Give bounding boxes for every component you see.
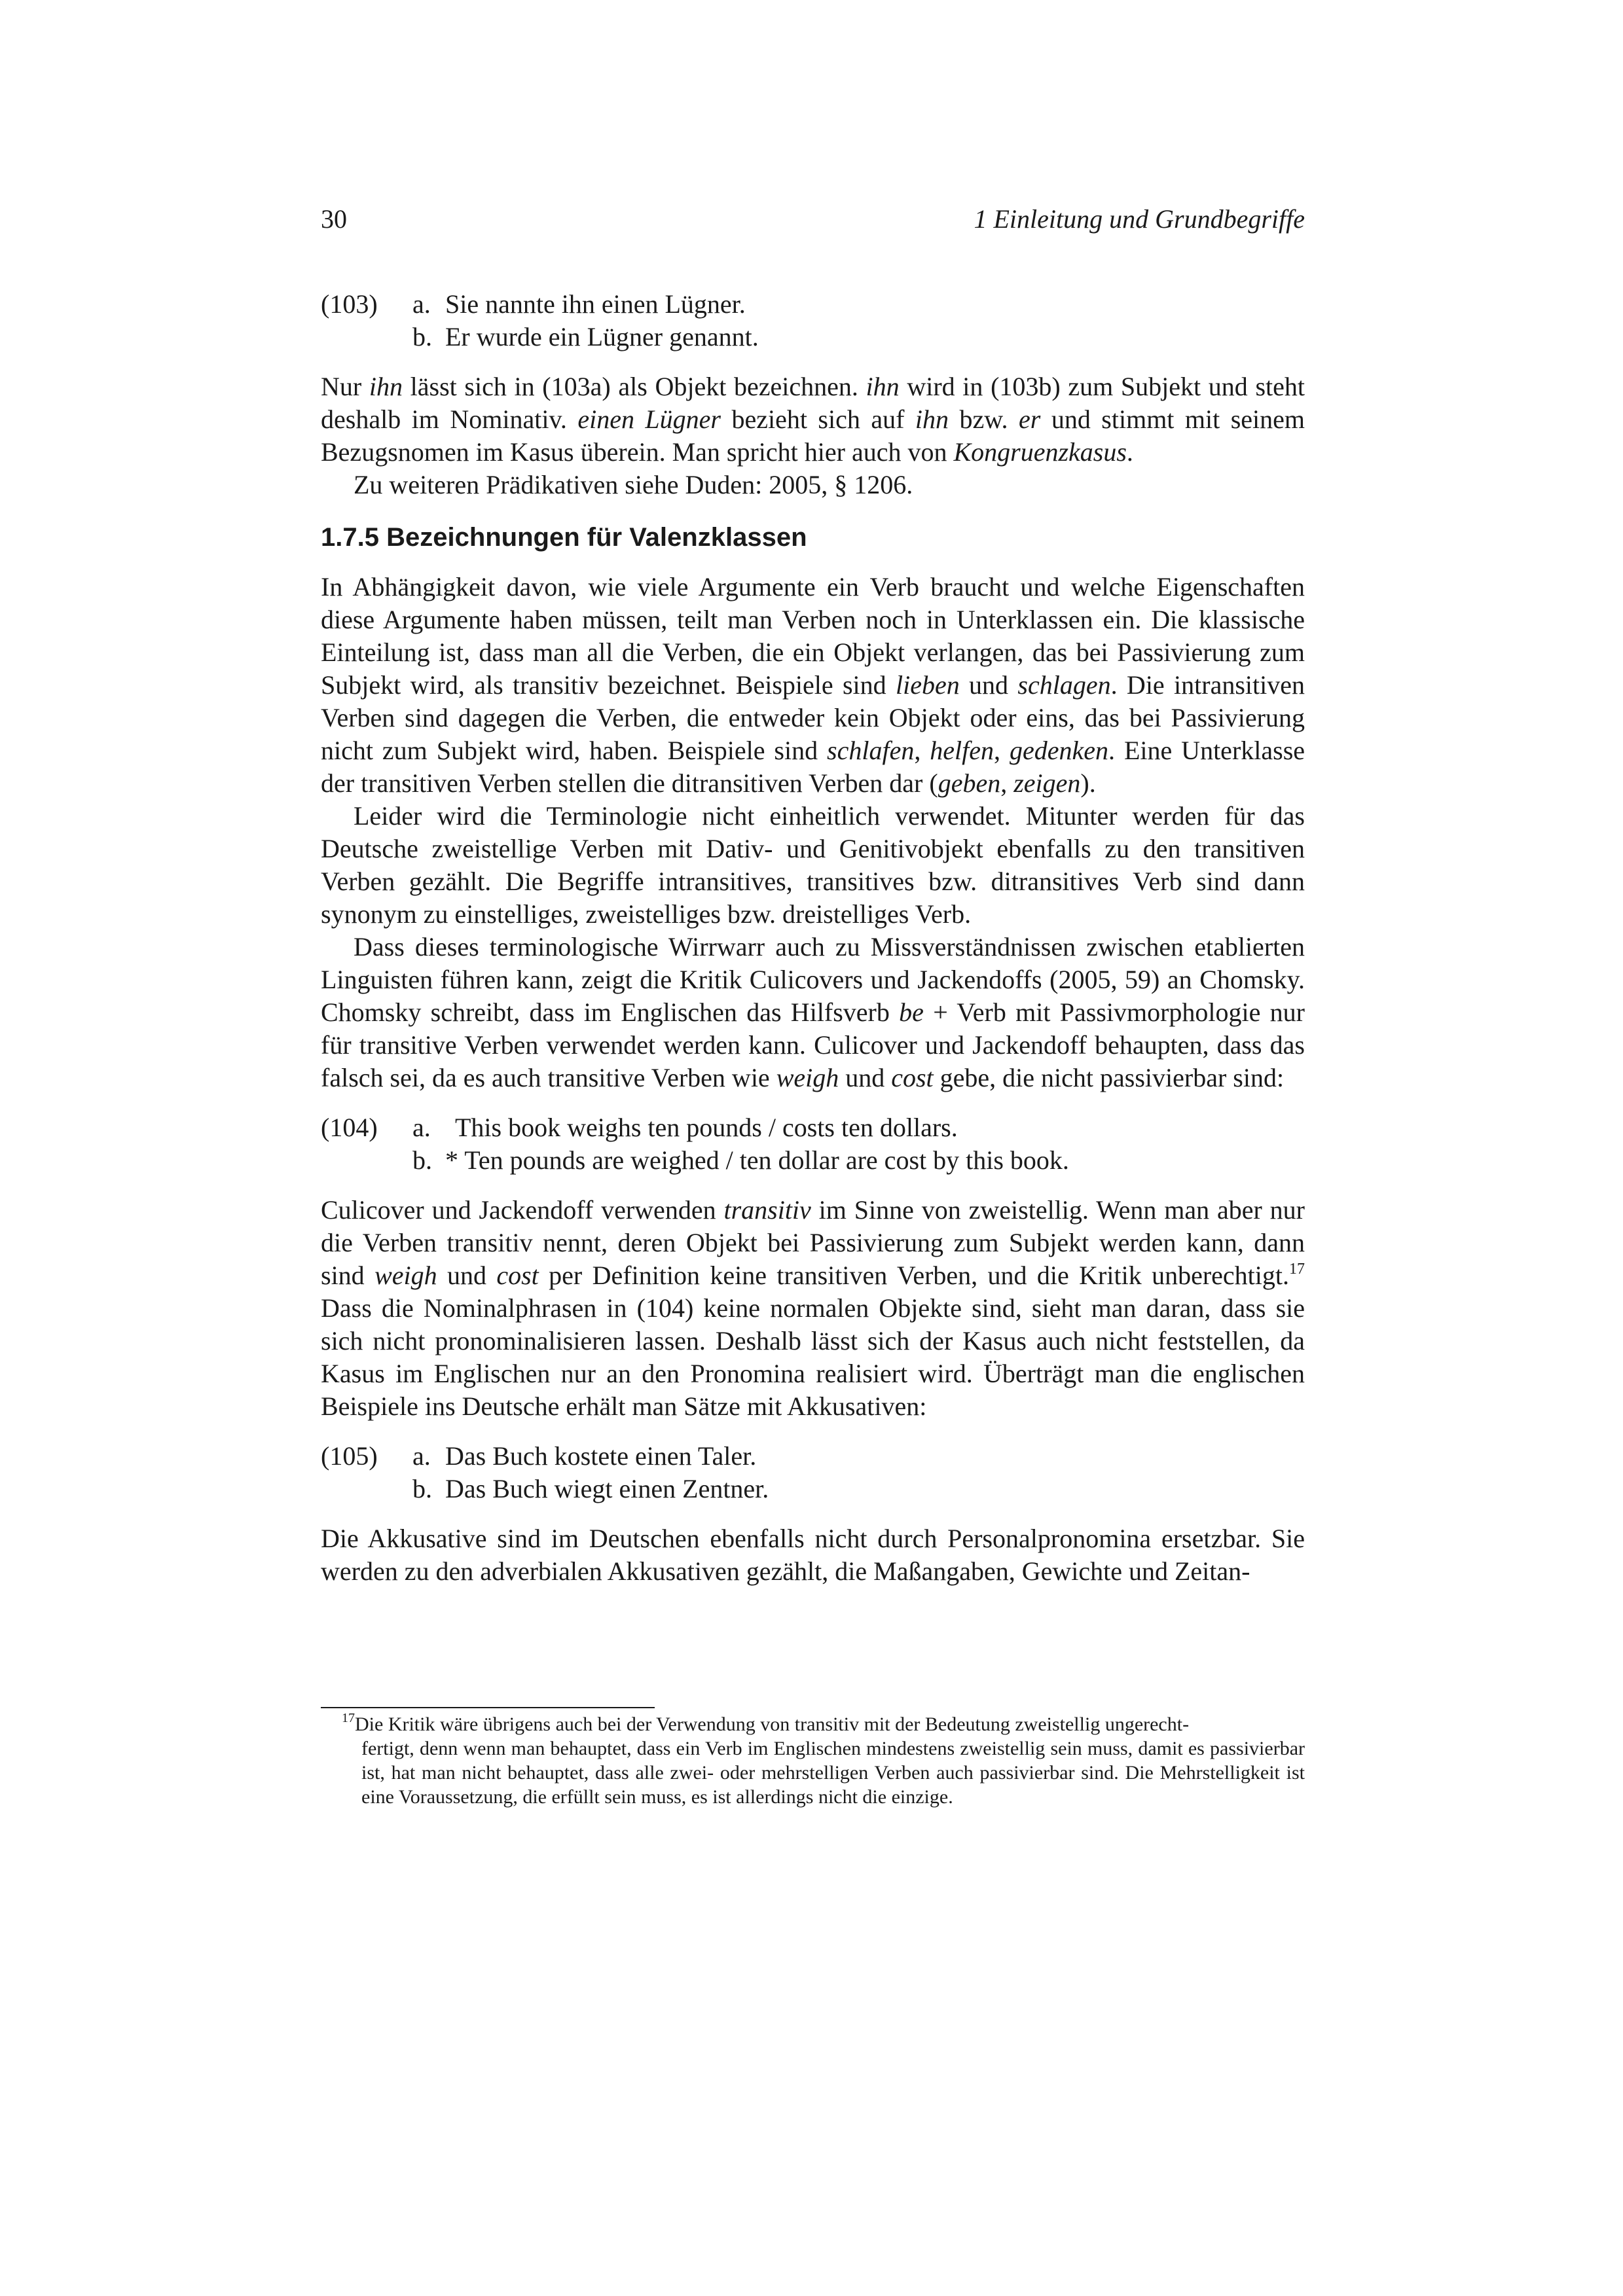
item-label: a. bbox=[412, 1441, 431, 1471]
example-item-a bbox=[321, 1111, 1305, 1144]
example-item-b bbox=[321, 1144, 1305, 1177]
paragraph-transitiv-definition: Culicover und Jackendoff verwenden transitiv im Sinne von zweistellig. Wenn man aber nur die Verben transitiv nennt, deren Objekt bei Passivierung zum Subjekt werden kann, dann sind weigh und cost per Definition keine transitiven Verben, und die Kritik unberechtigt.$^{17}$ Dass die Nominalphrasen in (104) keine normalen Objekte sind, sieht man daran, dass sie sich nicht pronominalisieren lassen. Deshalb lässt sich der Kasus auch nicht feststellen, da Kasus im Englischen nur an den Pronomina realisiert wird. Überträgt man die englischen Beispiele ins Deutsche erhält man Sätze mit Akkusativen: bbox=[321, 1195, 1305, 1421]
example-103 bbox=[321, 288, 1305, 353]
item-text: Sie nannte ihn einen Lügner. bbox=[445, 289, 746, 319]
footnote-17 bbox=[321, 1712, 1305, 1809]
main-text bbox=[321, 288, 1305, 1588]
example-number: (104) bbox=[321, 1113, 378, 1142]
book-page bbox=[321, 0, 1305, 2296]
example-105 bbox=[321, 1440, 1305, 1505]
item-text: Er wurde ein Lügner genannt. bbox=[445, 322, 759, 351]
footnote-mark: 17 bbox=[342, 1711, 355, 1725]
example-number: (103) bbox=[321, 289, 378, 319]
paragraph-duden-reference: Zu weiteren Prädikativen siehe Duden: 2005, § 1206. bbox=[354, 470, 913, 499]
item-text: Das Buch kostete einen Taler. bbox=[445, 1441, 757, 1471]
paragraph-akkusative: Die Akkusative sind im Deutschen ebenfalls nicht durch Personalpronomina ersetzbar. Sie werden zu den adverbialen Akkusativen gezählt, die Maßangaben, Gewichte und Zeitan- bbox=[321, 1524, 1305, 1586]
item-text: * Ten pounds are weighed / ten dollar are cost by this book. bbox=[445, 1145, 1069, 1175]
item-text: Das Buch wiegt einen Zentner. bbox=[445, 1474, 769, 1503]
footnote-reference[interactable]: 17 bbox=[1289, 1260, 1305, 1278]
footnote-rule bbox=[321, 1707, 655, 1708]
footnote-first-line: $^{17}$Die Kritik wäre übrigens auch bei der Verwendung von transitiv mit der Bedeutung zweistellig ungerecht- bbox=[342, 1711, 1190, 1735]
section-heading: 1.7.5 Bezeichnungen für Valenzklassen bbox=[321, 523, 807, 552]
example-item-b bbox=[321, 321, 1305, 353]
paragraph-kongruenzkasus: Nur ihn lässt sich in (103a) als Objekt bezeichnen. ihn wird in (103b) zum Subjekt und steht deshalb im Nominativ. einen Lügner bezieht sich auf ihn bzw. er und stimmt mit seinem Bezugsnomen im Kasus überein. Man spricht hier auch von Kongruenzkasus. bbox=[321, 372, 1305, 467]
example-104 bbox=[321, 1111, 1305, 1177]
item-label: b. bbox=[412, 1474, 432, 1503]
example-number: (105) bbox=[321, 1441, 378, 1471]
example-item-a bbox=[321, 288, 1305, 321]
paragraph-culicover-jackendoff: Dass dieses terminologische Wirrwarr auch zu Missverständnissen zwischen etablierten Linguisten führen kann, zeigt die Kritik Culicovers und Jackendoffs (2005, 59) an Chomsky. Chomsky schreibt, dass im Englischen das Hilfsverb be + Verb mit Passivmorphologie nur für transitive Verben verwendet werden kann. Culicover und Jackendoff behaupten, dass das falsch sei, da es auch transitive Verben wie weigh und cost gebe, die nicht passivierbar sind: bbox=[321, 932, 1305, 1092]
paragraph-valenzklassen: In Abhängigkeit davon, wie viele Argumente ein Verb braucht und welche Eigenschaften diese Argumente haben müssen, teilt man Verben noch in Unterklassen ein. Die klassische Einteilung ist, dass man all die Verben, die ein Objekt verlangen, das bei Passivierung zum Subjekt wird, als transitiv bezeichnet. Beispiele sind lieben und schlagen. Die intransitiven Verben sind dagegen die Verben, die entweder kein Objekt oder eins, das bei Passivierung nicht zum Subjekt wird, haben. Beispiele sind schlafen, helfen, gedenken. Eine Unterklasse der transitiven Verben stellen die ditransitiven Verben dar (geben, zeigen). bbox=[321, 572, 1305, 798]
item-label: b. bbox=[412, 322, 432, 351]
item-label: a. bbox=[412, 289, 431, 319]
item-label: b. bbox=[412, 1145, 432, 1175]
page-number: 30 bbox=[321, 204, 347, 234]
example-item-b bbox=[321, 1473, 1305, 1505]
footnote-body: fertigt, denn wenn man behauptet, dass ein Verb im Englischen mindestens zweistellig sein muss, damit es passivierbar ist, hat man nicht behauptet, dass alle zwei- oder mehrstelligen Verben auch passivierbar sind. Die Mehrstelligkeit ist eine Voraussetzung, die erfüllt sein muss, es ist allerdings nicht die einzige. bbox=[361, 1738, 1305, 1808]
paragraph-terminologie: Leider wird die Terminologie nicht einheitlich verwendet. Mitunter werden für das Deutsche zweistellige Verben mit Dativ- und Genitivobjekt ebenfalls zu den transitiven Verben gezählt. Die Begriffe intransitives, transitives bzw. ditransitives Verb sind dann synonym zu einstelliges, zweistelliges bzw. dreistelliges Verb. bbox=[321, 801, 1305, 929]
item-label: a. bbox=[412, 1113, 431, 1142]
running-title: 1 Einleitung und Grundbegriffe bbox=[974, 204, 1305, 234]
example-item-a bbox=[321, 1440, 1305, 1473]
item-text: This book weighs ten pounds / costs ten dollars. bbox=[455, 1113, 958, 1142]
